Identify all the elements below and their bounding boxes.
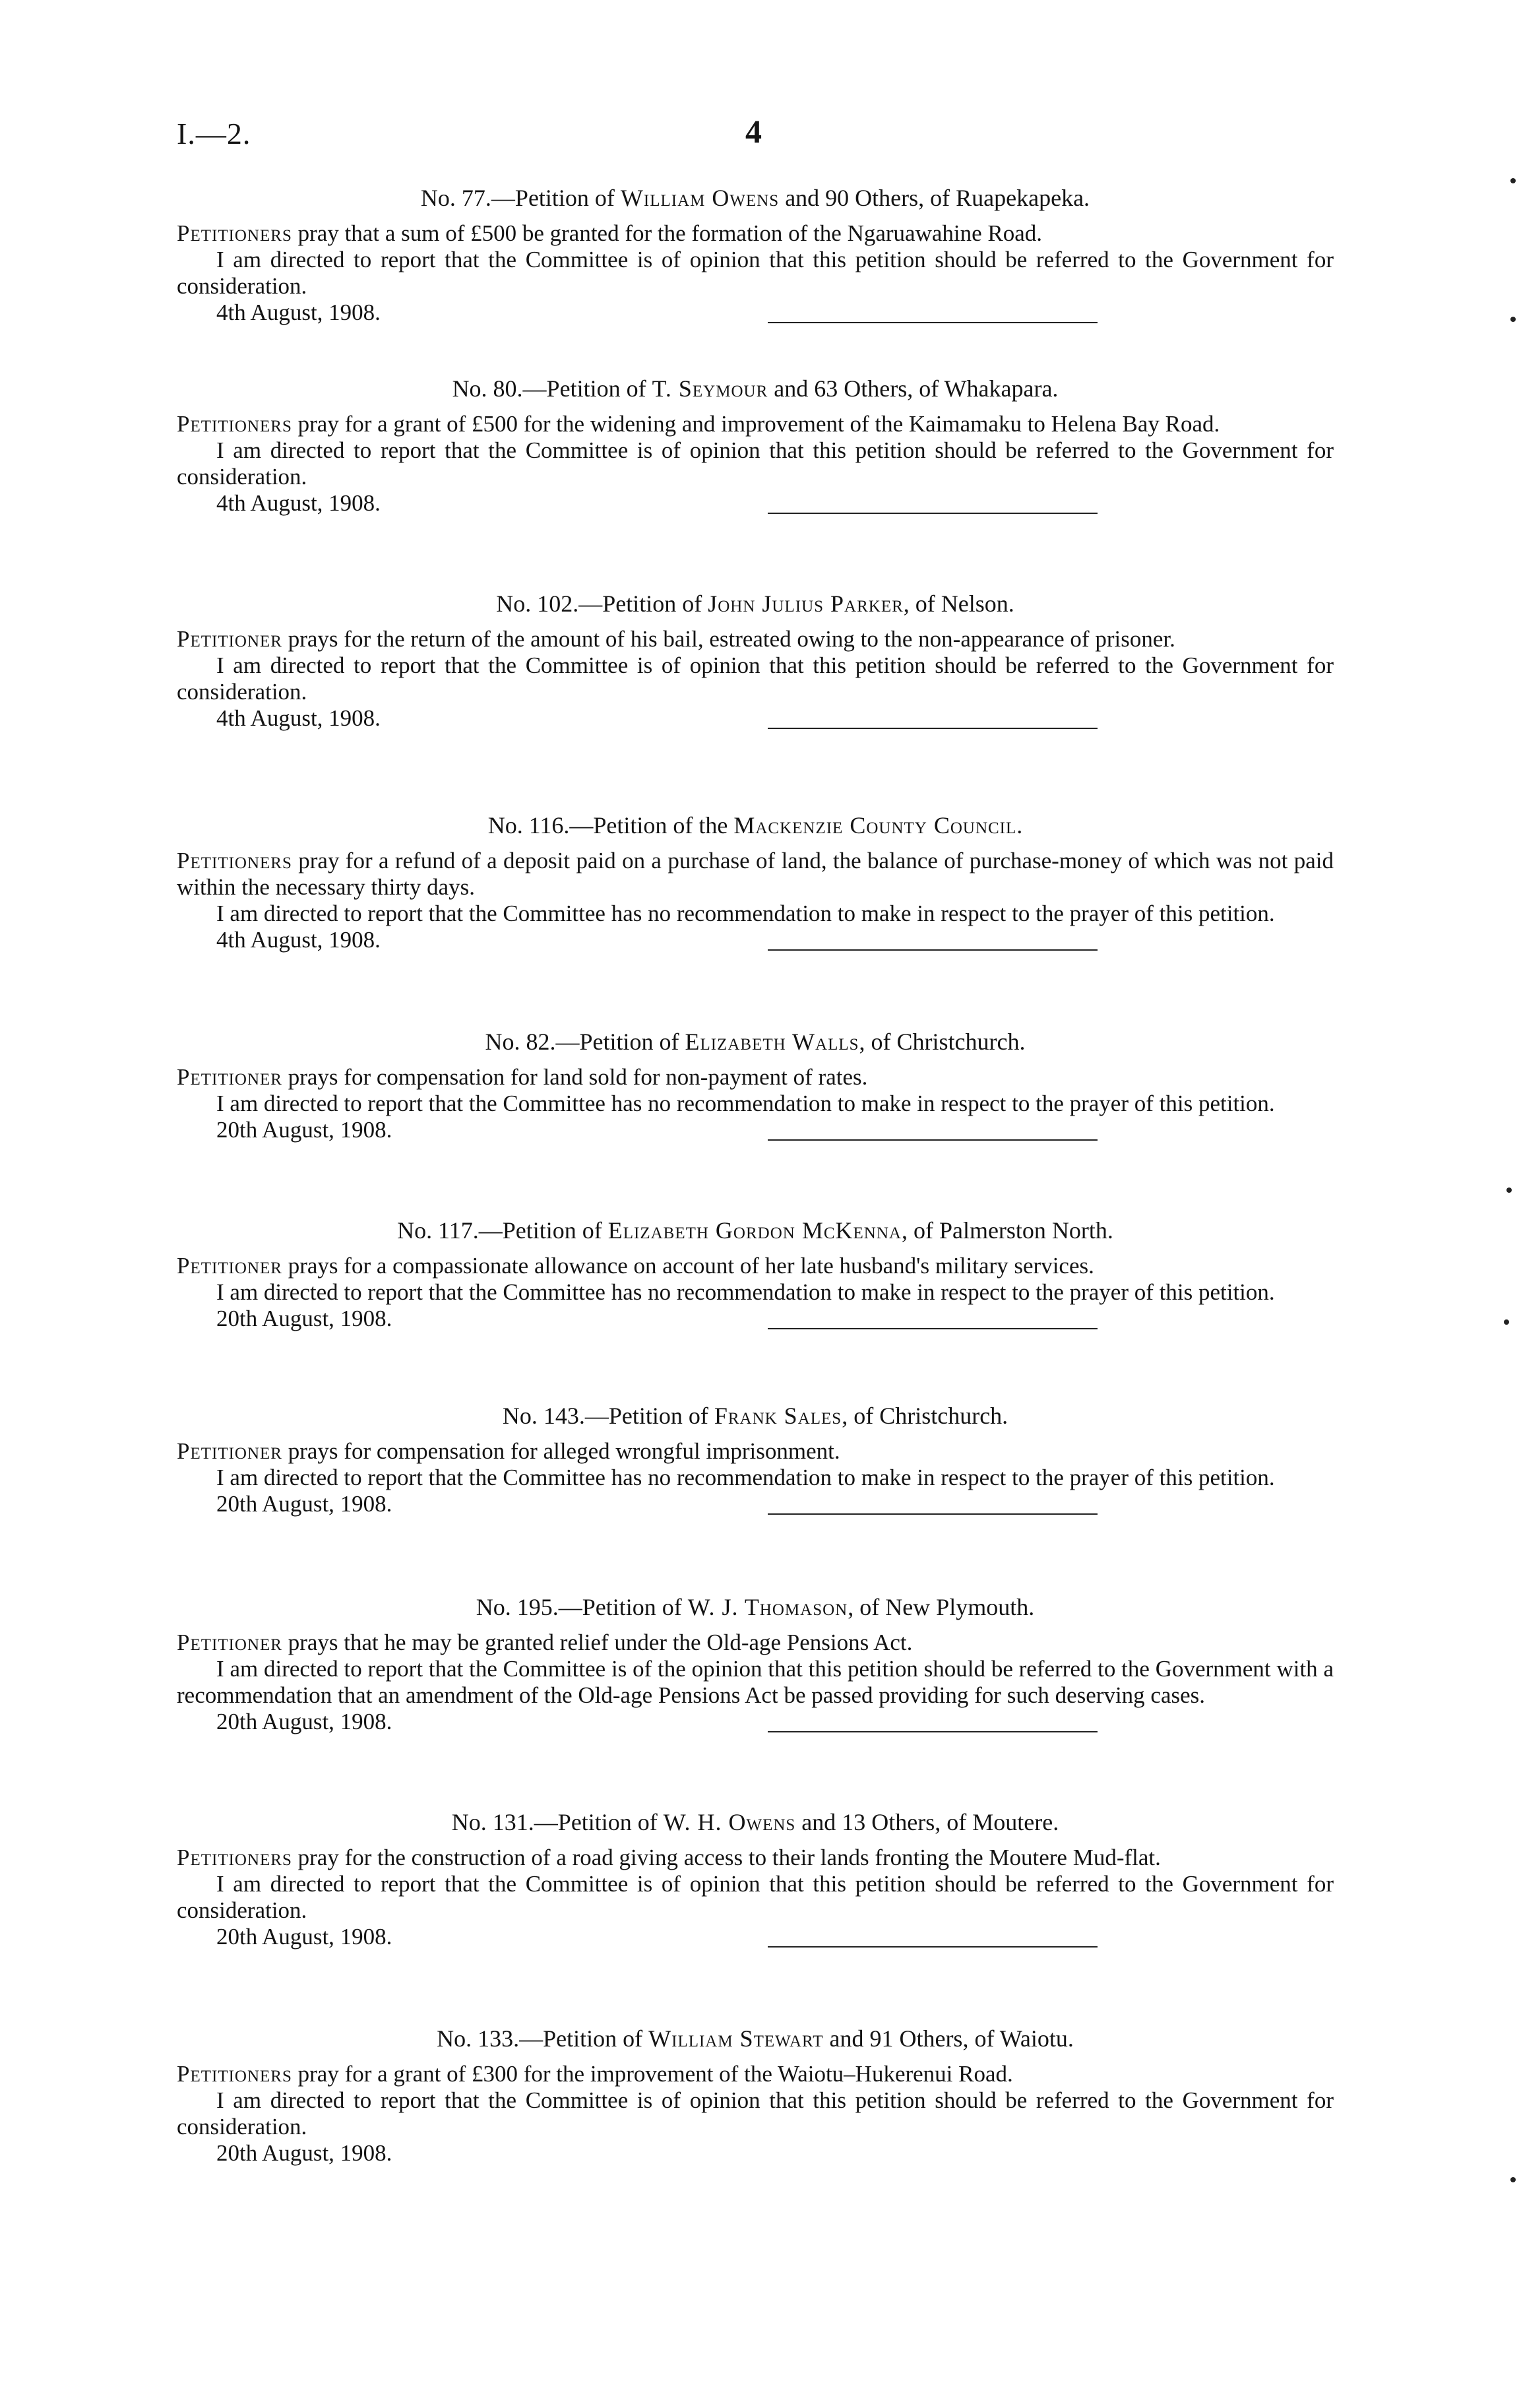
report-date: 4th August, 1908. bbox=[216, 705, 381, 731]
petition-prayer bbox=[177, 411, 1334, 437]
prayer-text: prays for a compassionate allowance on account of her late husband's military services. bbox=[282, 1253, 1094, 1279]
petition-title bbox=[177, 811, 1334, 840]
petitioner-name: Frank Sales bbox=[714, 1403, 842, 1429]
report-date-row bbox=[177, 1306, 1334, 1332]
document-reference: I.—2. bbox=[177, 117, 251, 150]
prayer-lead: Petitioners bbox=[177, 848, 292, 873]
petition-prayer bbox=[177, 848, 1334, 901]
title-text: No. 77.—Petition of bbox=[420, 185, 621, 211]
title-text: No. 116.—Petition of the bbox=[487, 812, 734, 839]
title-text: , of Palmerston North. bbox=[901, 1217, 1113, 1244]
report-date: 20th August, 1908. bbox=[216, 1306, 392, 1331]
petitioner-name: Elizabeth Gordon McKenna bbox=[607, 1217, 902, 1244]
scan-speck bbox=[1504, 1319, 1509, 1325]
petitioner-name: T. Seymour bbox=[652, 375, 768, 402]
scan-speck bbox=[1510, 317, 1516, 322]
petition-entry bbox=[177, 589, 1334, 732]
separator-rule bbox=[768, 322, 1098, 323]
petition-title bbox=[177, 1216, 1334, 1245]
petition-prayer bbox=[177, 1630, 1334, 1656]
petitioner-name: W. J. Thomason bbox=[687, 1594, 848, 1620]
petition-entry bbox=[177, 183, 1334, 326]
page-number: 4 bbox=[745, 113, 762, 150]
scan-speck bbox=[1510, 178, 1516, 183]
petitioner-name: John Julius Parker bbox=[708, 590, 904, 617]
petition-prayer bbox=[177, 626, 1334, 652]
title-text: . bbox=[1016, 812, 1023, 839]
title-text: and 13 Others, of Moutere. bbox=[795, 1809, 1059, 1835]
title-text: , of Christchurch. bbox=[842, 1403, 1008, 1429]
report-date: 20th August, 1908. bbox=[216, 1491, 392, 1517]
separator-rule bbox=[768, 949, 1098, 951]
title-text: , of Christchurch. bbox=[859, 1029, 1026, 1055]
separator-rule bbox=[768, 1328, 1098, 1329]
committee-report: I am directed to report that the Committee is of opinion that this petition should be referred to the Government for consideration. bbox=[177, 652, 1334, 705]
prayer-text: pray for a grant of £300 for the improvement of the Waiotu–Hukerenui Road. bbox=[292, 2061, 1013, 2087]
prayer-lead: Petitioners bbox=[177, 2061, 292, 2087]
prayer-text: prays for compensation for land sold for non-payment of rates. bbox=[282, 1064, 868, 1090]
separator-rule bbox=[768, 1139, 1098, 1141]
prayer-lead: Petitioner bbox=[177, 626, 282, 652]
separator-rule bbox=[768, 513, 1098, 514]
prayer-lead: Petitioner bbox=[177, 1630, 282, 1655]
title-text: No. 195.—Petition of bbox=[476, 1594, 688, 1620]
prayer-lead: Petitioner bbox=[177, 1438, 282, 1464]
title-text: No. 102.—Petition of bbox=[496, 590, 708, 617]
petition-title bbox=[177, 374, 1334, 403]
petition-prayer bbox=[177, 1253, 1334, 1279]
report-date-row bbox=[177, 490, 1334, 517]
petitioner-name: William Stewart bbox=[648, 2025, 824, 2052]
report-date: 20th August, 1908. bbox=[216, 1924, 392, 1949]
title-text: No. 80.—Petition of bbox=[452, 375, 652, 402]
petition-title bbox=[177, 589, 1334, 618]
separator-rule bbox=[768, 1513, 1098, 1515]
petition-entry bbox=[177, 374, 1334, 517]
prayer-lead: Petitioner bbox=[177, 1064, 282, 1090]
report-date-row bbox=[177, 1117, 1334, 1143]
prayer-text: pray for a grant of £500 for the widening and improvement of the Kaimamaku to Helena Bay Road. bbox=[292, 411, 1220, 437]
petition-title bbox=[177, 1401, 1334, 1430]
petition-entry bbox=[177, 1808, 1334, 1950]
petition-title bbox=[177, 1027, 1334, 1056]
petition-title bbox=[177, 2024, 1334, 2053]
title-text: and 90 Others, of Ruapekapeka. bbox=[779, 185, 1090, 211]
petition-prayer bbox=[177, 1064, 1334, 1091]
prayer-lead: Petitioners bbox=[177, 1845, 292, 1870]
committee-report: I am directed to report that the Committee is of opinion that this petition should be referred to the Government for consideration. bbox=[177, 247, 1334, 299]
title-text: , of New Plymouth. bbox=[848, 1594, 1035, 1620]
title-text: and 91 Others, of Waiotu. bbox=[823, 2025, 1074, 2052]
committee-report: I am directed to report that the Committee is of opinion that this petition should be referred to the Government for consideration. bbox=[177, 1871, 1334, 1923]
title-text: No. 131.—Petition of bbox=[451, 1809, 664, 1835]
prayer-text: prays for the return of the amount of his bail, estreated owing to the non-appearance of prisoner. bbox=[282, 626, 1175, 652]
petition-prayer bbox=[177, 1845, 1334, 1871]
committee-report: I am directed to report that the Committee is of opinion that this petition should be referred to the Government for consideration. bbox=[177, 437, 1334, 490]
report-date: 20th August, 1908. bbox=[216, 1117, 392, 1143]
prayer-lead: Petitioners bbox=[177, 220, 292, 246]
petition-entry bbox=[177, 811, 1334, 953]
title-text: No. 143.—Petition of bbox=[502, 1403, 714, 1429]
report-date: 4th August, 1908. bbox=[216, 927, 381, 953]
report-date: 20th August, 1908. bbox=[216, 2140, 392, 2166]
petition-title bbox=[177, 183, 1334, 212]
scan-speck bbox=[1506, 1188, 1512, 1193]
separator-rule bbox=[768, 1946, 1098, 1948]
report-date-row bbox=[177, 2140, 1334, 2167]
prayer-text: pray for the construction of a road giving access to their lands fronting the Moutere Mud-flat. bbox=[292, 1845, 1161, 1870]
petition-entry bbox=[177, 1216, 1334, 1332]
petition-entry bbox=[177, 1401, 1334, 1517]
prayer-lead: Petitioner bbox=[177, 1253, 282, 1279]
title-text: No. 117.—Petition of bbox=[397, 1217, 608, 1244]
report-date-row bbox=[177, 1924, 1334, 1950]
committee-report: I am directed to report that the Committee has no recommendation to make in respect to the prayer of this petition. bbox=[216, 1465, 1275, 1490]
petition-entry bbox=[177, 1593, 1334, 1735]
petition-entry bbox=[177, 2024, 1334, 2167]
report-date: 20th August, 1908. bbox=[216, 1709, 392, 1734]
report-date: 4th August, 1908. bbox=[216, 300, 381, 325]
committee-report: I am directed to report that the Committee has no recommendation to make in respect to the prayer of this petition. bbox=[216, 1091, 1275, 1116]
report-date: 4th August, 1908. bbox=[216, 490, 381, 516]
prayer-text: pray for a refund of a deposit paid on a purchase of land, the balance of purchase-money of which was not paid within the necessary thirty days. bbox=[177, 848, 1334, 900]
title-text: No. 133.—Petition of bbox=[437, 2025, 649, 2052]
report-date-row bbox=[177, 1709, 1334, 1735]
report-date-row bbox=[177, 927, 1334, 953]
petition-title bbox=[177, 1808, 1334, 1837]
title-text: No. 82.—Petition of bbox=[485, 1029, 685, 1055]
title-text: and 63 Others, of Whakapara. bbox=[768, 375, 1059, 402]
committee-report: I am directed to report that the Committee is of the opinion that this petition should be referred to the Government with a recommendation that an amendment of the Old-age Pensions Act be passed providing for such deserving cases. bbox=[177, 1656, 1334, 1708]
report-date-row bbox=[177, 1491, 1334, 1517]
petition-prayer bbox=[177, 220, 1334, 247]
petition-title bbox=[177, 1593, 1334, 1622]
title-text: , of Nelson. bbox=[903, 590, 1014, 617]
petitioner-name: Elizabeth Walls bbox=[685, 1029, 859, 1055]
prayer-text: prays that he may be granted relief under the Old-age Pensions Act. bbox=[282, 1630, 913, 1655]
committee-report: I am directed to report that the Committee has no recommendation to make in respect to the prayer of this petition. bbox=[216, 901, 1275, 926]
petition-prayer bbox=[177, 1438, 1334, 1465]
petitioner-name: William Owens bbox=[620, 185, 780, 211]
prayer-text: pray that a sum of £500 be granted for the formation of the Ngaruawahine Road. bbox=[292, 220, 1043, 246]
petitioner-name: W. H. Owens bbox=[663, 1809, 796, 1835]
petition-prayer bbox=[177, 2061, 1334, 2087]
prayer-lead: Petitioners bbox=[177, 411, 292, 437]
prayer-text: prays for compensation for alleged wrongful imprisonment. bbox=[282, 1438, 840, 1464]
separator-rule bbox=[768, 1731, 1098, 1732]
petition-entry bbox=[177, 1027, 1334, 1143]
petitioner-name: Mackenzie County Council bbox=[733, 812, 1017, 839]
scan-speck bbox=[1510, 2177, 1516, 2182]
committee-report: I am directed to report that the Committee is of opinion that this petition should be referred to the Government for consideration. bbox=[177, 2087, 1334, 2139]
report-date-row bbox=[177, 300, 1334, 326]
separator-rule bbox=[768, 728, 1098, 729]
committee-report: I am directed to report that the Committee has no recommendation to make in respect to the prayer of this petition. bbox=[216, 1279, 1275, 1305]
report-date-row bbox=[177, 705, 1334, 732]
